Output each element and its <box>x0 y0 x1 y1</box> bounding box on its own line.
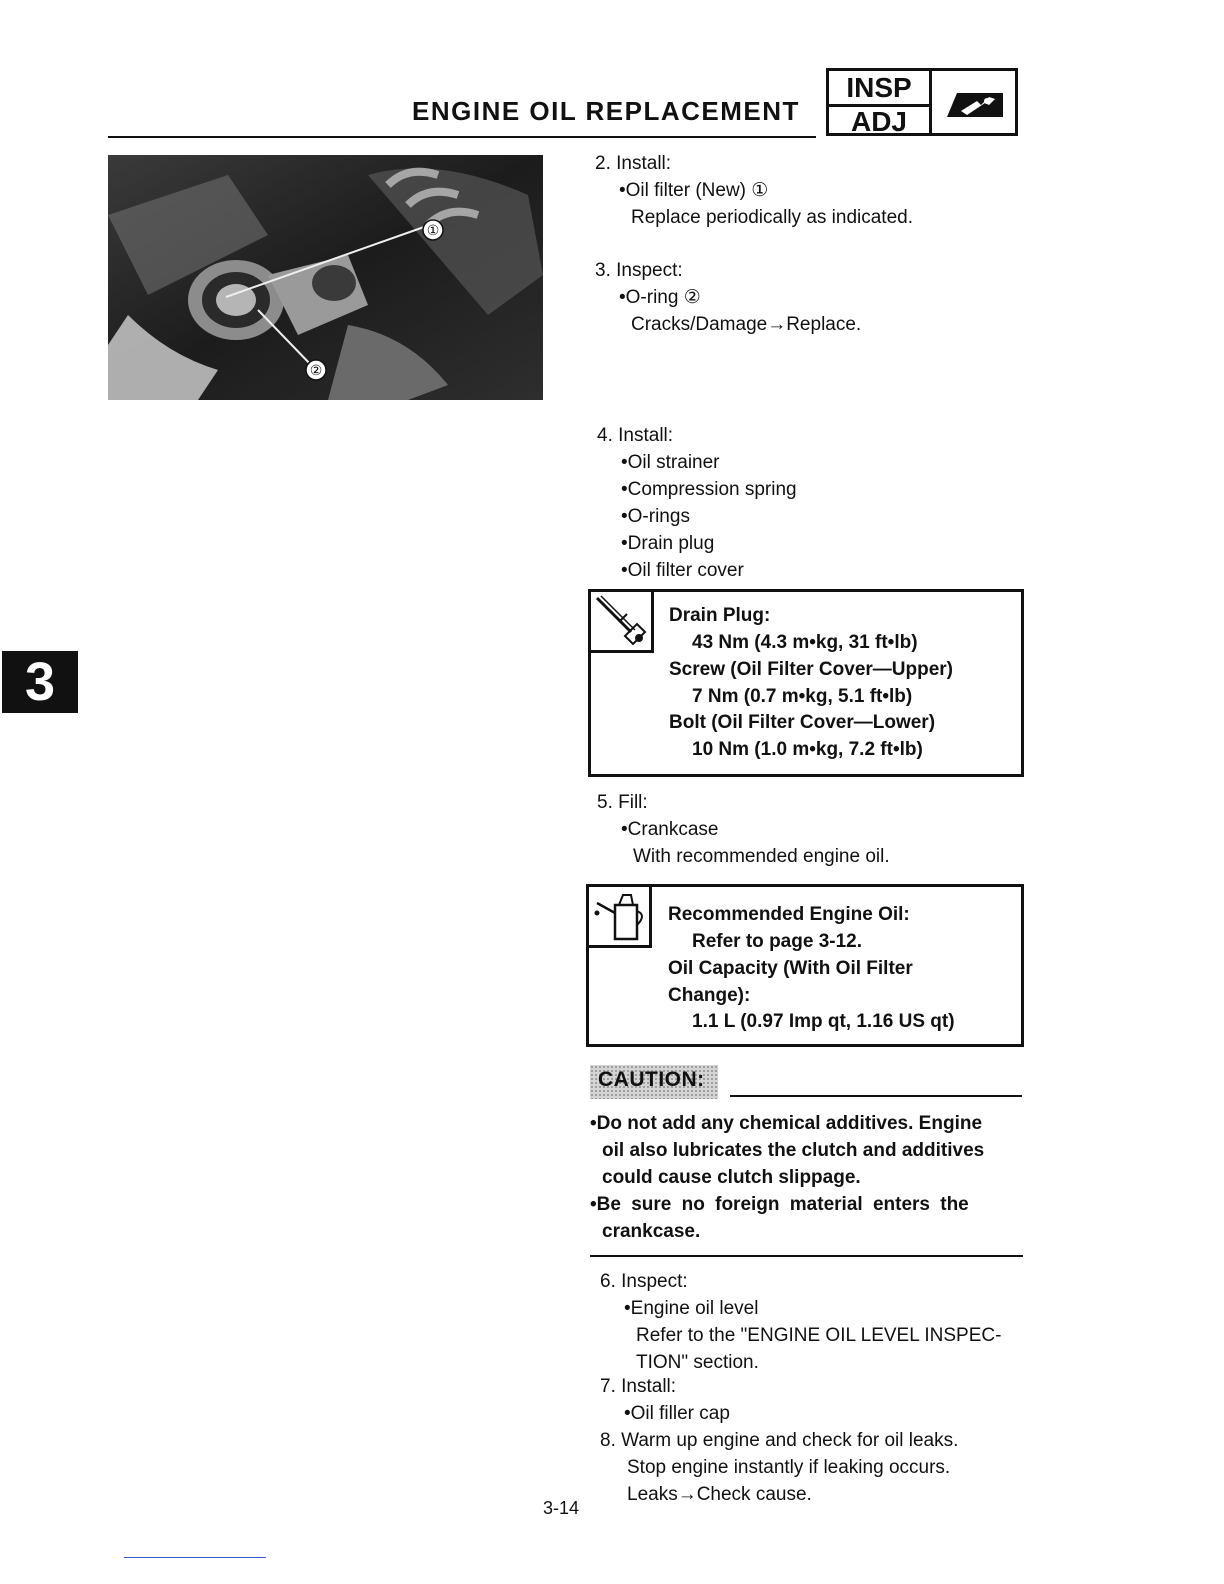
torque-line: Drain Plug: <box>669 605 771 626</box>
oil-spec-box <box>586 884 1024 1047</box>
step-4 <box>597 422 797 584</box>
step-8-line-2: Stop engine instantly if leaking occurs. <box>627 1457 951 1478</box>
oil-line: Refer to page 3-12. <box>692 931 862 952</box>
badge-adj-label: ADJ <box>850 106 907 137</box>
oil-can-icon <box>589 887 649 945</box>
callout-1: ① <box>426 222 440 238</box>
oil-icon-frame <box>586 884 652 948</box>
step-3-heading: 3. Inspect: <box>595 260 683 281</box>
step-5 <box>597 789 890 870</box>
step-8-line-1: 8. Warm up engine and check for oil leaks. <box>600 1430 959 1451</box>
list-item: •O-rings <box>621 506 690 527</box>
caution-end-rule <box>590 1255 1023 1257</box>
caution-line: could cause clutch slippage. <box>602 1167 861 1188</box>
caution-line: oil also lubricates the clutch and additives <box>602 1140 985 1161</box>
step-2-heading: 2. Install: <box>595 153 672 174</box>
step-8 <box>600 1427 958 1508</box>
oil-line: Recommended Engine Oil: <box>668 904 910 925</box>
step-4-heading: 4. Install: <box>597 425 674 446</box>
oil-filter-photo <box>108 155 543 400</box>
caution-line: crankcase. <box>602 1221 701 1242</box>
step-6-note-2: TION" section. <box>636 1352 759 1373</box>
torque-line: Screw (Oil Filter Cover—Upper) <box>669 659 954 680</box>
step-8-line-3: Leaks→Check cause. <box>627 1484 812 1505</box>
step-3-note: Cracks/Damage→Replace. <box>631 314 862 335</box>
step-7-heading: 7. Install: <box>600 1376 677 1397</box>
badge-divider-vertical <box>929 71 932 133</box>
title-underline <box>108 136 816 138</box>
step-5-heading: 5. Fill: <box>597 792 648 813</box>
step-6-item: •Engine oil level <box>624 1298 759 1319</box>
caution-rule <box>730 1095 1022 1097</box>
torque-icon-frame <box>588 589 654 653</box>
caution-label: CAUTION: <box>598 1068 705 1091</box>
page-title: ENGINE OIL REPLACEMENT <box>412 96 800 126</box>
oil-line: Oil Capacity (With Oil Filter <box>668 958 913 979</box>
caution-line: •Be sure no foreign material enters the <box>590 1194 969 1215</box>
step-3 <box>595 257 861 338</box>
wrench-icon <box>943 83 1007 123</box>
insp-adj-badge <box>826 68 1018 136</box>
step-6 <box>600 1268 1001 1376</box>
torque-wrench-icon <box>591 592 651 650</box>
step-2-item: •Oil filter (New) ① <box>619 180 769 201</box>
list-item: •Compression spring <box>621 479 797 500</box>
torque-line: 43 Nm (4.3 m•kg, 31 ft•lb) <box>692 632 918 653</box>
step-5-note: With recommended engine oil. <box>633 846 890 867</box>
oil-line: Change): <box>668 985 751 1006</box>
torque-spec-box <box>588 589 1024 777</box>
step-3-item: •O-ring ② <box>619 287 701 308</box>
torque-line: 10 Nm (1.0 m•kg, 7.2 ft•lb) <box>692 739 923 760</box>
step-6-note-1: Refer to the "ENGINE OIL LEVEL INSPEC- <box>636 1325 1002 1346</box>
step-2-note: Replace periodically as indicated. <box>631 207 913 228</box>
caution-text <box>590 1110 984 1245</box>
step-5-item: •Crankcase <box>621 819 719 840</box>
list-item: •Oil filter cover <box>621 560 744 581</box>
step-2 <box>595 150 913 231</box>
page-number: 3-14 <box>543 1498 580 1518</box>
callout-2: ② <box>309 362 323 378</box>
list-item: •Drain plug <box>621 533 715 554</box>
torque-line: 7 Nm (0.7 m•kg, 5.1 ft•lb) <box>692 686 913 707</box>
footer-rule <box>124 1557 266 1558</box>
section-tab: 3 <box>2 651 78 713</box>
step-6-heading: 6. Inspect: <box>600 1271 688 1292</box>
caution-line: •Do not add any chemical additives. Engine <box>590 1113 983 1134</box>
list-item: •Oil strainer <box>621 452 720 473</box>
badge-insp-label: INSP <box>846 72 912 103</box>
torque-line: Bolt (Oil Filter Cover—Lower) <box>669 712 936 733</box>
step-7 <box>600 1373 730 1427</box>
oil-line: 1.1 L (0.97 Imp qt, 1.16 US qt) <box>692 1011 955 1032</box>
step-7-item: •Oil filler cap <box>624 1403 730 1424</box>
